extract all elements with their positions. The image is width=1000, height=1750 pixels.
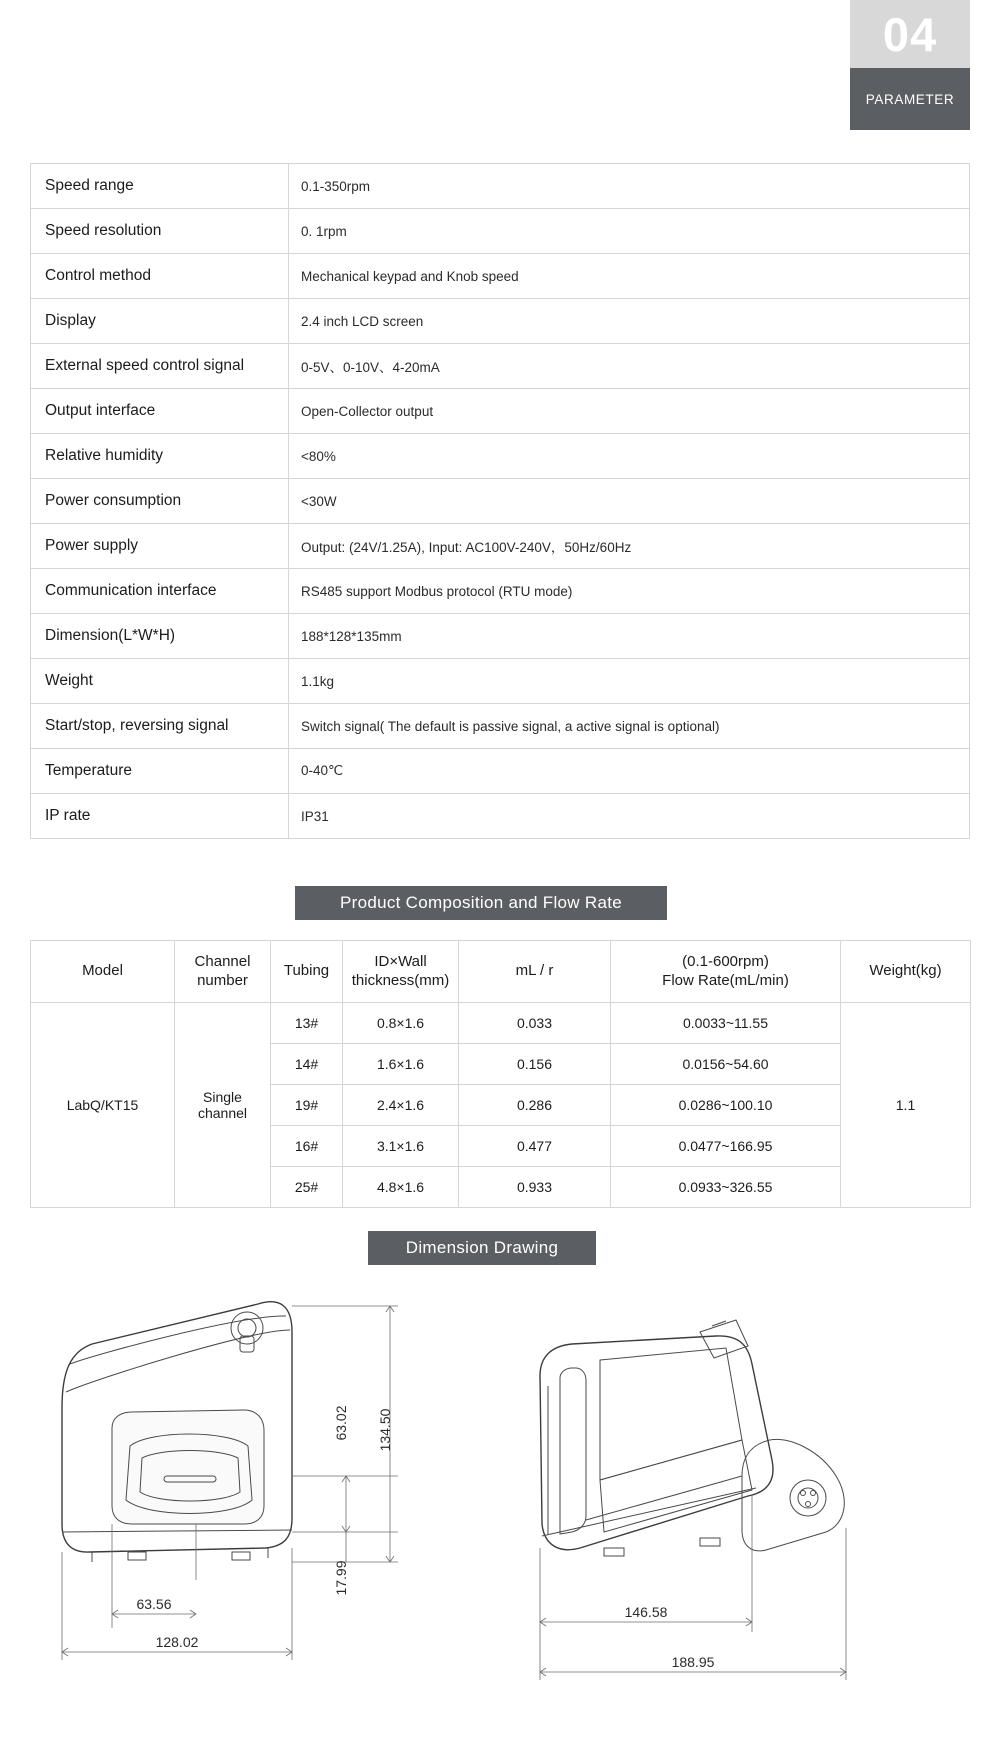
spec-label: Speed resolution	[31, 209, 289, 254]
cell-channel-line2: channel	[197, 1105, 248, 1121]
table-row	[31, 524, 970, 569]
cell-flow: 0.0933~326.55	[611, 1167, 841, 1208]
table-row	[31, 344, 970, 389]
cell-flow: 0.0477~166.95	[611, 1126, 841, 1167]
front-view-drawing	[62, 1302, 398, 1660]
specification-table	[30, 163, 970, 839]
spec-value: RS485 support Modbus protocol (RTU mode)	[289, 569, 970, 614]
dim-side-width-total: 188.95	[671, 1654, 715, 1670]
table-row	[31, 299, 970, 344]
section-label: PARAMETER	[865, 91, 955, 107]
cell-tubing: 19#	[271, 1085, 343, 1126]
spec-value: 0.1-350rpm	[289, 164, 970, 209]
cell-flow: 0.0156~54.60	[611, 1044, 841, 1085]
spec-label: IP rate	[31, 794, 289, 839]
header-channel	[175, 941, 271, 1003]
table-row	[31, 479, 970, 524]
spec-value: IP31	[289, 794, 970, 839]
table-row	[31, 794, 970, 839]
cell-channel	[175, 1003, 271, 1208]
cell-mlr: 0.156	[459, 1044, 611, 1085]
composition-table	[30, 940, 971, 1208]
table-row	[31, 1003, 971, 1044]
cell-flow: 0.0286~100.10	[611, 1085, 841, 1126]
spec-value: 188*128*135mm	[289, 614, 970, 659]
cell-id-wall: 0.8×1.6	[343, 1003, 459, 1044]
cell-mlr: 0.933	[459, 1167, 611, 1208]
table-row	[31, 434, 970, 479]
cell-mlr: 0.033	[459, 1003, 611, 1044]
spec-label: Temperature	[31, 749, 289, 794]
header-id-line1: ID×Wall	[374, 952, 427, 970]
cell-id-wall: 2.4×1.6	[343, 1085, 459, 1126]
spec-label: Power consumption	[31, 479, 289, 524]
spec-label: Control method	[31, 254, 289, 299]
spec-value: Open-Collector output	[289, 389, 970, 434]
spec-value: 0-5V、0-10V、4-20mA	[289, 344, 970, 389]
spec-label: Display	[31, 299, 289, 344]
spec-label: External speed control signal	[31, 344, 289, 389]
header-tubing: Tubing	[271, 941, 343, 1003]
header-id-wall	[343, 941, 459, 1003]
cell-mlr: 0.286	[459, 1085, 611, 1126]
dim-side-width-inner: 146.58	[624, 1604, 668, 1620]
spec-value: <80%	[289, 434, 970, 479]
table-header-row	[31, 941, 971, 1003]
dim-height-total: 134.50	[377, 1408, 393, 1452]
cell-model: LabQ/KT15	[31, 1003, 175, 1208]
table-row	[31, 389, 970, 434]
side-view-drawing	[540, 1320, 846, 1680]
dim-height-mid: 63.02	[333, 1405, 349, 1441]
cell-tubing: 25#	[271, 1167, 343, 1208]
spec-label: Weight	[31, 659, 289, 704]
cell-flow: 0.0033~11.55	[611, 1003, 841, 1044]
dimension-drawing-area	[0, 1280, 1000, 1750]
spec-value: Mechanical keypad and Knob speed	[289, 254, 970, 299]
cell-id-wall: 4.8×1.6	[343, 1167, 459, 1208]
section-label-box	[850, 68, 970, 130]
spec-value: 0-40℃	[289, 749, 970, 794]
cell-tubing: 14#	[271, 1044, 343, 1085]
table-row	[31, 659, 970, 704]
cell-weight: 1.1	[841, 1003, 971, 1208]
spec-label: Relative humidity	[31, 434, 289, 479]
table-row	[31, 209, 970, 254]
table-row	[31, 614, 970, 659]
spec-value: 2.4 inch LCD screen	[289, 299, 970, 344]
cell-tubing: 16#	[271, 1126, 343, 1167]
cell-tubing: 13#	[271, 1003, 343, 1044]
header-channel-line1: Channel	[194, 952, 251, 970]
section-number: 04	[882, 7, 938, 61]
composition-banner: Product Composition and Flow Rate	[295, 886, 667, 920]
header-model: Model	[31, 941, 175, 1003]
spec-value: 1.1kg	[289, 659, 970, 704]
dim-width-inner: 63.56	[136, 1596, 172, 1612]
spec-value: <30W	[289, 479, 970, 524]
header-mlr: mL / r	[459, 941, 611, 1003]
header-id-line2: thickness(mm)	[351, 971, 450, 989]
cell-id-wall: 3.1×1.6	[343, 1126, 459, 1167]
spec-label: Start/stop, reversing signal	[31, 704, 289, 749]
spec-label: Speed range	[31, 164, 289, 209]
spec-value: Switch signal( The default is passive signal, a active signal is optional)	[289, 704, 970, 749]
dim-width-total: 128.02	[155, 1634, 199, 1650]
dimension-banner: Dimension Drawing	[368, 1231, 596, 1265]
spec-label: Output interface	[31, 389, 289, 434]
cell-mlr: 0.477	[459, 1126, 611, 1167]
table-row	[31, 254, 970, 299]
cell-channel-line1: Single	[203, 1089, 242, 1105]
spec-label: Power supply	[31, 524, 289, 569]
header-weight: Weight(kg)	[841, 941, 971, 1003]
header-channel-line2: number	[197, 971, 248, 989]
table-row	[31, 704, 970, 749]
header-flow-line2: Flow Rate(mL/min)	[662, 971, 789, 989]
cell-id-wall: 1.6×1.6	[343, 1044, 459, 1085]
spec-value: Output: (24V/1.25A), Input: AC100V-240V，50Hz/60Hz	[289, 524, 970, 569]
spec-value: 0. 1rpm	[289, 209, 970, 254]
spec-label: Dimension(L*W*H)	[31, 614, 289, 659]
section-number-box	[850, 0, 970, 68]
header-flow-rate	[611, 941, 841, 1003]
table-row	[31, 569, 970, 614]
header-flow-line1: (0.1-600rpm)	[682, 952, 769, 970]
section-badge	[850, 0, 970, 130]
dim-height-base: 17.99	[333, 1560, 349, 1596]
table-row	[31, 749, 970, 794]
table-row	[31, 164, 970, 209]
spec-label: Communication interface	[31, 569, 289, 614]
